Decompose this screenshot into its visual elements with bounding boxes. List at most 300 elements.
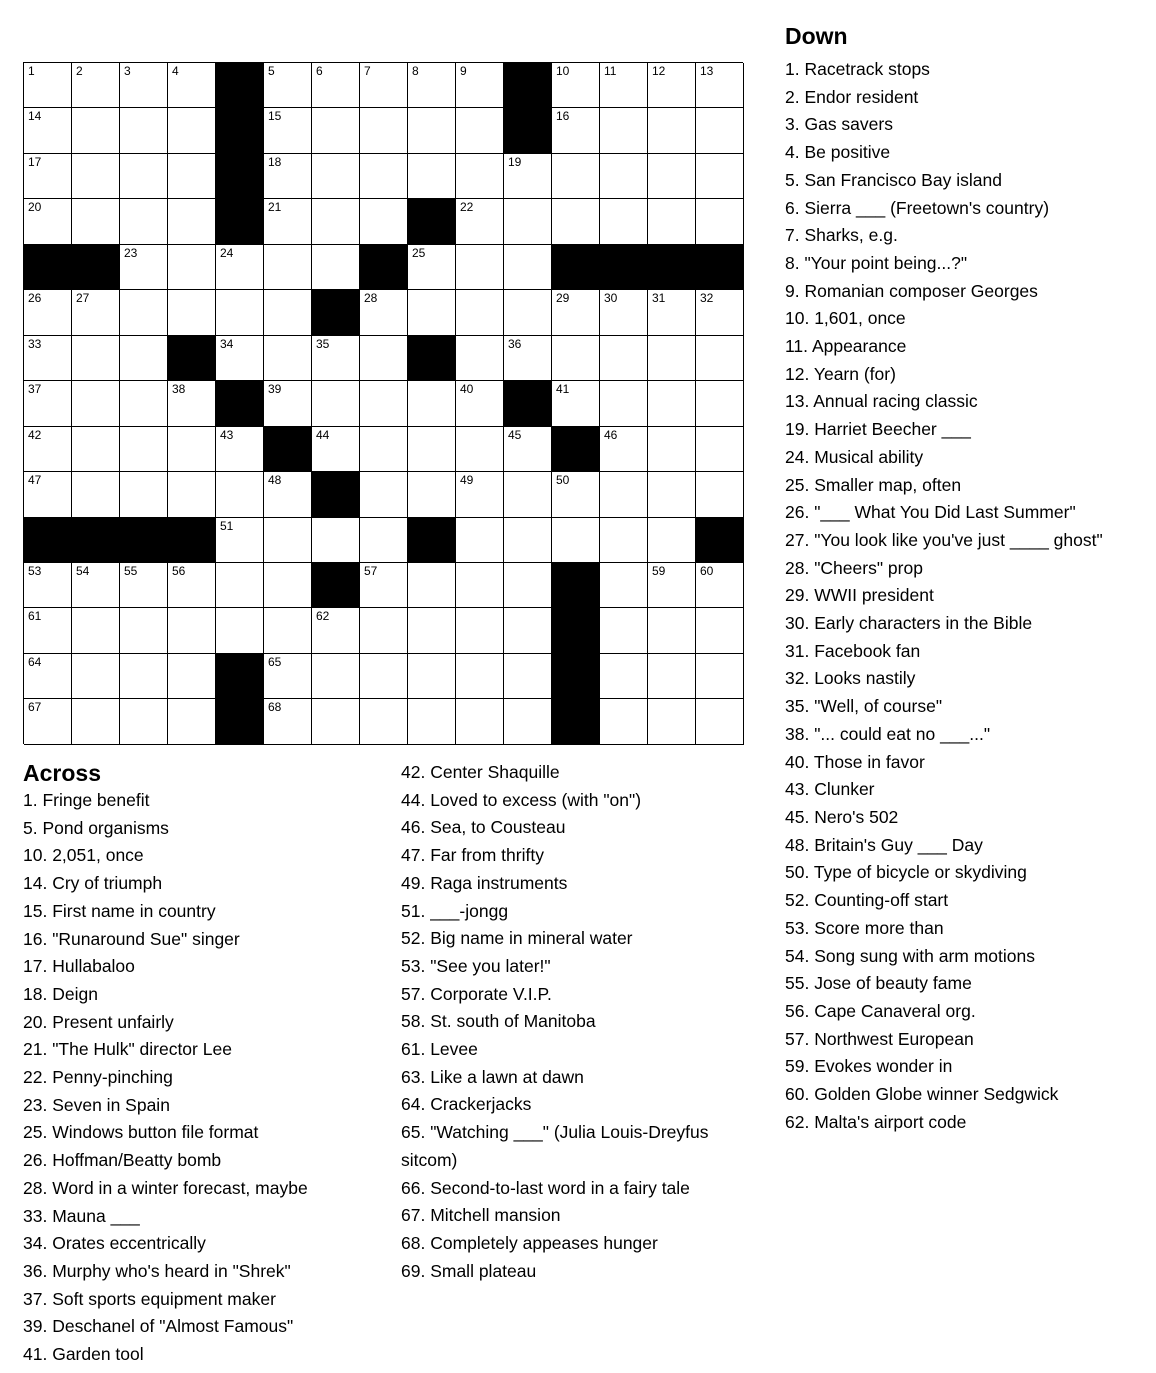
clue-text: Type of bicycle or skydiving <box>813 862 1027 883</box>
grid-cell[interactable] <box>168 427 216 472</box>
black-square <box>552 245 600 290</box>
grid-cell[interactable] <box>216 427 264 472</box>
black-square <box>552 654 600 699</box>
grid-cell[interactable] <box>168 245 216 290</box>
down-clue: 52. Counting-off start <box>785 890 949 911</box>
grid-cell[interactable] <box>504 336 552 381</box>
grid-cell[interactable] <box>264 154 312 199</box>
grid-cell[interactable] <box>360 472 408 517</box>
cell-number: 11 <box>604 64 617 78</box>
across-clue: 22. Penny-pinching <box>23 1067 173 1088</box>
grid-cell[interactable] <box>456 290 504 335</box>
grid-cell[interactable] <box>168 199 216 244</box>
grid-cell[interactable] <box>648 608 696 653</box>
grid-cell[interactable] <box>264 245 312 290</box>
grid-cell[interactable] <box>456 427 504 472</box>
grid-cell[interactable] <box>696 199 744 244</box>
clue-text: St. south of Manitoba <box>430 1011 596 1032</box>
grid-cell[interactable] <box>360 63 408 108</box>
grid-cell[interactable] <box>456 518 504 563</box>
grid-cell[interactable] <box>24 472 72 517</box>
grid-cell[interactable] <box>456 563 504 608</box>
grid-cell[interactable] <box>216 472 264 517</box>
clue-text: ___-jongg <box>430 900 509 921</box>
grid-cell[interactable] <box>696 108 744 153</box>
grid-cell[interactable] <box>72 654 120 699</box>
grid-cell[interactable] <box>600 199 648 244</box>
grid-cell[interactable] <box>312 427 360 472</box>
grid-cell[interactable] <box>600 336 648 381</box>
grid-cell[interactable] <box>600 699 648 744</box>
cell-number: 47 <box>28 473 42 488</box>
down-clue: 27. "You look like you've just ____ ghost" <box>785 529 1103 550</box>
across-clue: 64. Crackerjacks <box>401 1094 532 1115</box>
grid-cell[interactable] <box>120 699 168 744</box>
grid-cell[interactable] <box>120 427 168 472</box>
grid-cell[interactable] <box>168 472 216 517</box>
grid-cell[interactable] <box>648 290 696 335</box>
grid-cell[interactable] <box>648 381 696 426</box>
grid-cell[interactable] <box>696 290 744 335</box>
grid-cell[interactable] <box>216 290 264 335</box>
clue-number: 14 <box>23 873 43 894</box>
clue-number: 16 <box>23 928 43 949</box>
down-clue: 45. Nero's 502 <box>785 806 899 827</box>
grid-cell[interactable] <box>648 154 696 199</box>
grid-cell[interactable] <box>360 518 408 563</box>
grid-cell[interactable] <box>456 472 504 517</box>
grid-cell[interactable] <box>312 154 360 199</box>
clue-number: 22 <box>23 1067 43 1088</box>
clue-text: Crackerjacks <box>430 1094 532 1115</box>
clue-number: 61 <box>401 1039 421 1060</box>
grid-cell[interactable] <box>600 654 648 699</box>
clue-number: 62 <box>785 1111 805 1132</box>
grid-cell[interactable] <box>456 245 504 290</box>
clue-text: "___ What You Did Last Summer" <box>814 502 1076 523</box>
grid-cell[interactable] <box>24 563 72 608</box>
clue-number: 1 <box>23 790 33 810</box>
grid-cell[interactable] <box>408 108 456 153</box>
grid-cell[interactable] <box>600 154 648 199</box>
grid-cell[interactable] <box>216 518 264 563</box>
grid-cell[interactable] <box>312 199 360 244</box>
grid-cell[interactable] <box>504 654 552 699</box>
clue-text: Center Shaquille <box>430 762 560 782</box>
clue-number: 67 <box>401 1205 421 1226</box>
grid-cell[interactable] <box>216 608 264 653</box>
clue-number: 26 <box>23 1150 43 1171</box>
cell-number: 39 <box>268 382 282 397</box>
grid-cell[interactable] <box>72 63 120 108</box>
clue-number: 7 <box>785 225 795 246</box>
grid-cell[interactable] <box>456 336 504 381</box>
grid-cell[interactable] <box>168 381 216 426</box>
clue-number: 15 <box>23 900 43 921</box>
clue-text: Windows button file format <box>52 1122 259 1143</box>
grid-cell[interactable] <box>456 154 504 199</box>
grid-cell[interactable] <box>120 563 168 608</box>
across-clue: 10. 2,051, once <box>23 845 144 866</box>
grid-cell[interactable] <box>24 199 72 244</box>
clue-number: 45 <box>785 806 805 827</box>
cell-number: 36 <box>508 336 522 351</box>
cell-number: 49 <box>460 473 474 488</box>
clue-number: 13 <box>785 391 805 412</box>
cell-number: 34 <box>220 336 234 351</box>
grid-cell[interactable] <box>24 654 72 699</box>
grid-cell[interactable] <box>408 608 456 653</box>
grid-cell[interactable] <box>216 563 264 608</box>
grid-cell[interactable] <box>24 608 72 653</box>
cell-number: 9 <box>460 64 467 78</box>
grid-cell[interactable] <box>456 608 504 653</box>
grid-cell[interactable] <box>552 472 600 517</box>
clue-text: Pond organisms <box>42 817 169 838</box>
cell-number: 30 <box>604 291 618 306</box>
grid-cell[interactable] <box>408 245 456 290</box>
across-clue: 51. ___-jongg <box>401 900 509 921</box>
grid-cell[interactable] <box>120 154 168 199</box>
grid-cell[interactable] <box>24 290 72 335</box>
grid-cell[interactable] <box>72 427 120 472</box>
grid-cell[interactable] <box>648 699 696 744</box>
grid-cell[interactable] <box>360 381 408 426</box>
clue-number: 27 <box>785 529 805 550</box>
grid-cell[interactable] <box>600 63 648 108</box>
grid-cell[interactable] <box>648 427 696 472</box>
cell-number: 29 <box>556 291 570 306</box>
grid-cell[interactable] <box>648 63 696 108</box>
clue-number: 24 <box>785 446 805 467</box>
grid-cell[interactable] <box>648 108 696 153</box>
grid-cell[interactable] <box>696 427 744 472</box>
grid-cell[interactable] <box>600 472 648 517</box>
grid-cell[interactable] <box>168 563 216 608</box>
grid-cell[interactable] <box>168 699 216 744</box>
grid-cell[interactable] <box>600 608 648 653</box>
grid-cell[interactable] <box>456 381 504 426</box>
grid-cell[interactable] <box>552 518 600 563</box>
down-clue: 6. Sierra ___ (Freetown's country) <box>785 197 1050 218</box>
grid-cell[interactable] <box>264 290 312 335</box>
across-clue: 53. "See you later!" <box>401 955 551 976</box>
grid-cell[interactable] <box>264 518 312 563</box>
cell-number: 59 <box>652 563 666 578</box>
cell-number: 38 <box>172 382 186 397</box>
clue-text: Song sung with arm motions <box>814 945 1036 966</box>
across-clue: 58. St. south of Manitoba <box>401 1011 596 1032</box>
clue-number: 21 <box>23 1039 43 1060</box>
grid-cell[interactable] <box>648 654 696 699</box>
grid-cell[interactable] <box>120 108 168 153</box>
grid-cell[interactable] <box>120 381 168 426</box>
grid-cell[interactable] <box>408 290 456 335</box>
clue-number: 32 <box>785 668 805 689</box>
grid-cell[interactable] <box>456 63 504 108</box>
grid-cell[interactable] <box>552 290 600 335</box>
grid-cell[interactable] <box>504 563 552 608</box>
grid-cell[interactable] <box>24 108 72 153</box>
grid-cell[interactable] <box>216 336 264 381</box>
across-clue: 25. Windows button file format <box>23 1122 259 1143</box>
grid-cell[interactable] <box>24 154 72 199</box>
crossword-grid <box>23 62 743 744</box>
black-square <box>312 563 360 608</box>
cell-number: 6 <box>316 64 323 78</box>
grid-cell[interactable] <box>504 472 552 517</box>
grid-cell[interactable] <box>504 245 552 290</box>
cell-number: 53 <box>28 563 42 578</box>
clue-text: Mitchell mansion <box>430 1205 561 1226</box>
across-clue-list-continued <box>401 759 746 1285</box>
grid-cell[interactable] <box>168 154 216 199</box>
grid-cell[interactable] <box>552 336 600 381</box>
clue-text: Malta's airport code <box>814 1111 967 1132</box>
down-clue: 62. Malta's airport code <box>785 1111 967 1132</box>
grid-cell[interactable] <box>264 63 312 108</box>
grid-cell[interactable] <box>360 654 408 699</box>
grid-cell[interactable] <box>504 608 552 653</box>
grid-cell[interactable] <box>216 245 264 290</box>
grid-cell[interactable] <box>696 154 744 199</box>
clue-text: Corporate V.I.P. <box>430 983 552 1004</box>
grid-cell[interactable] <box>696 563 744 608</box>
grid-cell[interactable] <box>600 563 648 608</box>
clue-text: "The Hulk" director Lee <box>52 1039 232 1060</box>
grid-cell[interactable] <box>408 154 456 199</box>
clue-number: 57 <box>401 983 421 1004</box>
grid-cell[interactable] <box>24 381 72 426</box>
grid-cell[interactable] <box>312 245 360 290</box>
clue-number: 63 <box>401 1066 421 1087</box>
cell-number: 5 <box>268 64 275 78</box>
grid-cell[interactable] <box>264 108 312 153</box>
grid-cell[interactable] <box>168 108 216 153</box>
grid-cell[interactable] <box>264 472 312 517</box>
grid-cell[interactable] <box>264 608 312 653</box>
grid-cell[interactable] <box>552 108 600 153</box>
cell-number: 51 <box>220 518 234 533</box>
grid-cell[interactable] <box>552 199 600 244</box>
grid-cell[interactable] <box>360 699 408 744</box>
grid-cell[interactable] <box>120 199 168 244</box>
grid-cell[interactable] <box>648 336 696 381</box>
grid-cell[interactable] <box>120 336 168 381</box>
grid-cell[interactable] <box>264 199 312 244</box>
clue-text: Orates eccentrically <box>52 1233 206 1254</box>
grid-cell[interactable] <box>360 427 408 472</box>
black-square <box>408 336 456 381</box>
grid-cell[interactable] <box>312 108 360 153</box>
grid-cell[interactable] <box>456 108 504 153</box>
clue-number: 56 <box>785 1000 805 1021</box>
grid-cell[interactable] <box>696 336 744 381</box>
clue-number: 29 <box>785 585 805 606</box>
grid-cell[interactable] <box>72 563 120 608</box>
clue-text: "... could eat no ___..." <box>814 723 991 744</box>
clue-text: Loved to excess (with "on") <box>430 789 642 810</box>
grid-cell[interactable] <box>24 63 72 108</box>
down-clue: 43. Clunker <box>785 779 875 800</box>
grid-cell[interactable] <box>696 472 744 517</box>
grid-cell[interactable] <box>24 699 72 744</box>
grid-cell[interactable] <box>552 154 600 199</box>
grid-cell[interactable] <box>312 654 360 699</box>
grid-cell[interactable] <box>600 381 648 426</box>
grid-cell[interactable] <box>168 63 216 108</box>
grid-cell[interactable] <box>360 154 408 199</box>
grid-cell[interactable] <box>696 63 744 108</box>
clue-number: 12 <box>785 363 805 384</box>
grid-cell[interactable] <box>504 518 552 563</box>
grid-cell[interactable] <box>600 290 648 335</box>
grid-cell[interactable] <box>72 154 120 199</box>
grid-cell[interactable] <box>72 608 120 653</box>
grid-cell[interactable] <box>408 472 456 517</box>
cell-number: 17 <box>28 154 42 169</box>
grid-cell[interactable] <box>696 699 744 744</box>
grid-cell[interactable] <box>72 199 120 244</box>
grid-cell[interactable] <box>264 563 312 608</box>
grid-cell[interactable] <box>648 518 696 563</box>
grid-cell[interactable] <box>648 563 696 608</box>
grid-cell[interactable] <box>696 608 744 653</box>
grid-cell[interactable] <box>696 381 744 426</box>
grid-cell[interactable] <box>504 699 552 744</box>
grid-cell[interactable] <box>312 518 360 563</box>
clue-number: 17 <box>23 956 43 977</box>
across-clue: 47. Far from thrifty <box>401 845 544 866</box>
grid-cell[interactable] <box>120 63 168 108</box>
down-clue: 40. Those in favor <box>785 751 925 772</box>
clue-number: 50 <box>785 862 805 883</box>
grid-cell[interactable] <box>72 336 120 381</box>
grid-cell[interactable] <box>456 199 504 244</box>
cell-number: 2 <box>76 64 83 78</box>
grid-cell[interactable] <box>408 381 456 426</box>
grid-cell[interactable] <box>648 199 696 244</box>
cell-number: 20 <box>28 200 42 215</box>
grid-cell[interactable] <box>264 654 312 699</box>
grid-cell[interactable] <box>72 472 120 517</box>
clue-text: Early characters in the Bible <box>814 613 1033 634</box>
cell-number: 35 <box>316 336 330 351</box>
down-clue: 38. "... could eat no ___..." <box>785 723 991 744</box>
clue-text: Big name in mineral water <box>430 928 633 949</box>
grid-cell[interactable] <box>72 381 120 426</box>
across-clue: 16. "Runaround Sue" singer <box>23 928 240 949</box>
clue-text: Golden Globe winner Sedgwick <box>814 1084 1059 1105</box>
grid-cell[interactable] <box>312 608 360 653</box>
grid-cell[interactable] <box>312 336 360 381</box>
across-clue: 57. Corporate V.I.P. <box>401 983 552 1004</box>
clue-text: WWII president <box>814 585 934 606</box>
grid-cell[interactable] <box>120 608 168 653</box>
cell-number: 33 <box>28 336 42 351</box>
grid-cell[interactable] <box>72 290 120 335</box>
grid-cell[interactable] <box>312 699 360 744</box>
clue-text: Counting-off start <box>814 890 949 911</box>
clue-text: Levee <box>430 1039 478 1060</box>
grid-cell[interactable] <box>120 654 168 699</box>
clue-text: Yearn (for) <box>813 363 896 384</box>
black-square <box>312 290 360 335</box>
grid-cell[interactable] <box>408 654 456 699</box>
grid-cell[interactable] <box>264 699 312 744</box>
grid-cell[interactable] <box>360 108 408 153</box>
grid-cell[interactable] <box>456 654 504 699</box>
grid-cell[interactable] <box>72 108 120 153</box>
grid-cell[interactable] <box>408 699 456 744</box>
grid-cell[interactable] <box>408 563 456 608</box>
grid-cell[interactable] <box>504 427 552 472</box>
across-clue: 52. Big name in mineral water <box>401 928 633 949</box>
grid-cell[interactable] <box>360 608 408 653</box>
grid-cell[interactable] <box>648 472 696 517</box>
grid-cell[interactable] <box>72 699 120 744</box>
grid-cell[interactable] <box>408 427 456 472</box>
clue-number: 68 <box>401 1232 421 1253</box>
across-clue: 67. Mitchell mansion <box>401 1205 561 1226</box>
down-clue: 56. Cape Canaveral org. <box>785 1000 976 1021</box>
grid-cell[interactable] <box>408 63 456 108</box>
clue-text: Clunker <box>814 779 875 800</box>
grid-cell[interactable] <box>24 336 72 381</box>
grid-cell[interactable] <box>552 63 600 108</box>
grid-cell[interactable] <box>360 199 408 244</box>
black-square <box>552 699 600 744</box>
grid-cell[interactable] <box>312 381 360 426</box>
down-clue: 28. "Cheers" prop <box>785 557 923 578</box>
down-clue: 59. Evokes wonder in <box>785 1056 953 1077</box>
grid-cell[interactable] <box>360 336 408 381</box>
grid-cell[interactable] <box>600 518 648 563</box>
clue-number: 11 <box>785 336 804 357</box>
grid-cell[interactable] <box>360 290 408 335</box>
grid-cell[interactable] <box>168 608 216 653</box>
grid-cell[interactable] <box>360 563 408 608</box>
grid-cell[interactable] <box>120 290 168 335</box>
cell-number: 3 <box>124 64 131 78</box>
clue-number: 6 <box>785 197 795 218</box>
grid-cell[interactable] <box>120 245 168 290</box>
grid-cell[interactable] <box>504 154 552 199</box>
clue-number: 23 <box>23 1094 43 1115</box>
grid-cell[interactable] <box>264 336 312 381</box>
cell-number: 18 <box>268 154 282 169</box>
cell-number: 13 <box>700 64 714 78</box>
grid-cell[interactable] <box>552 381 600 426</box>
grid-cell[interactable] <box>504 290 552 335</box>
cell-number: 1 <box>28 64 35 78</box>
grid-cell[interactable] <box>24 427 72 472</box>
grid-cell[interactable] <box>168 290 216 335</box>
grid-cell[interactable] <box>600 108 648 153</box>
black-square <box>360 245 408 290</box>
grid-cell[interactable] <box>168 654 216 699</box>
down-clue-list <box>785 56 1150 1136</box>
grid-cell[interactable] <box>696 654 744 699</box>
grid-cell[interactable] <box>456 699 504 744</box>
grid-cell[interactable] <box>120 472 168 517</box>
clue-text: 1,601, once <box>814 308 906 329</box>
grid-cell[interactable] <box>600 427 648 472</box>
clue-text: Murphy who's heard in "Shrek" <box>52 1260 291 1281</box>
grid-cell[interactable] <box>504 199 552 244</box>
grid-cell[interactable] <box>312 63 360 108</box>
grid-cell[interactable] <box>264 381 312 426</box>
